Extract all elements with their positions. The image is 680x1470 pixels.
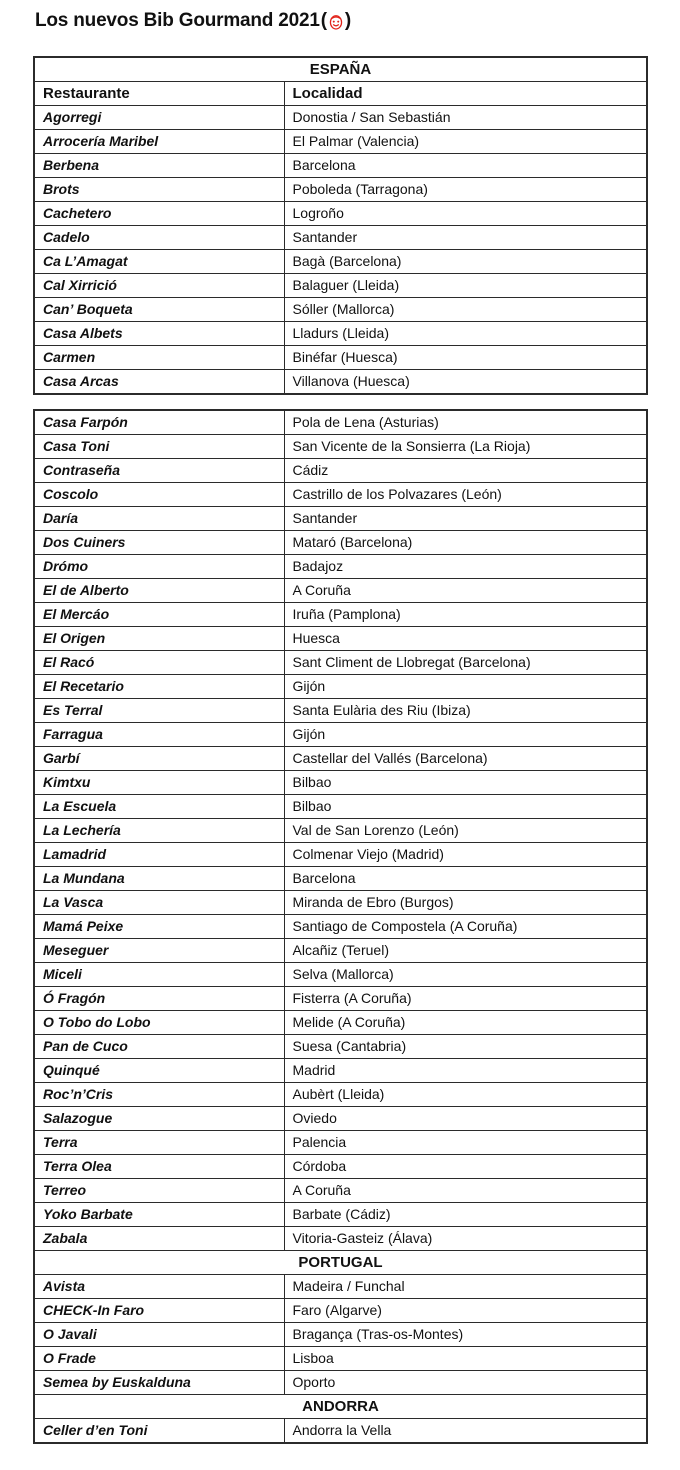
locality-cell: Alcañiz (Teruel) (284, 939, 647, 963)
restaurant-cell: Coscolo (34, 483, 284, 507)
restaurant-cell: Brots (34, 178, 284, 202)
restaurant-cell: Avista (34, 1275, 284, 1299)
table-row (34, 1035, 647, 1059)
locality-cell: Sant Climent de Llobregat (Barcelona) (284, 651, 647, 675)
table-row (34, 867, 647, 891)
table-row (34, 603, 647, 627)
locality-cell: Lisboa (284, 1347, 647, 1371)
table-row (34, 1155, 647, 1179)
table-espana-part2 (33, 409, 648, 1444)
restaurant-cell: O Frade (34, 1347, 284, 1371)
table-row (34, 1299, 647, 1323)
restaurant-cell: Contraseña (34, 459, 284, 483)
restaurant-cell: Cadelo (34, 226, 284, 250)
restaurant-cell: Roc’n’Cris (34, 1083, 284, 1107)
locality-cell: Gijón (284, 723, 647, 747)
restaurant-cell: Casa Farpón (34, 410, 284, 435)
table-row (34, 675, 647, 699)
locality-cell: Villanova (Huesca) (284, 370, 647, 395)
restaurant-cell: El Origen (34, 627, 284, 651)
table-row (34, 298, 647, 322)
restaurant-cell: O Tobo do Lobo (34, 1011, 284, 1035)
table-row (34, 106, 647, 130)
locality-cell: Bragança (Tras-os-Montes) (284, 1323, 647, 1347)
locality-cell: Santa Eulària des Riu (Ibiza) (284, 699, 647, 723)
locality-cell: Bagà (Barcelona) (284, 250, 647, 274)
restaurant-cell: Berbena (34, 154, 284, 178)
restaurant-cell: El Racó (34, 651, 284, 675)
restaurant-cell: Terra (34, 1131, 284, 1155)
locality-cell: Barcelona (284, 867, 647, 891)
locality-cell: Oporto (284, 1371, 647, 1395)
table-gap (0, 395, 680, 409)
locality-cell: Santander (284, 226, 647, 250)
column-header-localidad: Localidad (284, 82, 647, 106)
table-row (34, 579, 647, 603)
locality-cell: A Coruña (284, 1179, 647, 1203)
locality-cell: Poboleda (Tarragona) (284, 178, 647, 202)
restaurant-cell: Zabala (34, 1227, 284, 1251)
restaurant-cell: Lamadrid (34, 843, 284, 867)
restaurant-cell: El de Alberto (34, 579, 284, 603)
restaurant-cell: Meseguer (34, 939, 284, 963)
table-row (34, 723, 647, 747)
restaurant-cell: Es Terral (34, 699, 284, 723)
locality-cell: Palencia (284, 1131, 647, 1155)
locality-cell: Castellar del Vallés (Barcelona) (284, 747, 647, 771)
restaurant-cell: Dos Cuiners (34, 531, 284, 555)
restaurant-cell: Pan de Cuco (34, 1035, 284, 1059)
table-row (34, 322, 647, 346)
table-row (34, 939, 647, 963)
restaurant-cell: Quinqué (34, 1059, 284, 1083)
table-row (34, 130, 647, 154)
restaurant-cell: Kimtxu (34, 771, 284, 795)
table-row (34, 435, 647, 459)
section-header-row (34, 1251, 647, 1275)
restaurant-cell: Can’ Boqueta (34, 298, 284, 322)
table-row (34, 1419, 647, 1444)
table-row (34, 1131, 647, 1155)
restaurant-cell: Agorregi (34, 106, 284, 130)
section-header: PORTUGAL (34, 1251, 647, 1275)
table-row (34, 1227, 647, 1251)
locality-cell: Córdoba (284, 1155, 647, 1179)
locality-cell: A Coruña (284, 579, 647, 603)
locality-cell: Fisterra (A Coruña) (284, 987, 647, 1011)
locality-cell: Lladurs (Lleida) (284, 322, 647, 346)
restaurant-cell: Daría (34, 507, 284, 531)
restaurant-cell: La Escuela (34, 795, 284, 819)
restaurant-cell: Drómo (34, 555, 284, 579)
locality-cell: Barcelona (284, 154, 647, 178)
locality-cell: Bilbao (284, 771, 647, 795)
table-row (34, 202, 647, 226)
table-row (34, 1059, 647, 1083)
locality-cell: Andorra la Vella (284, 1419, 647, 1444)
restaurant-cell: Miceli (34, 963, 284, 987)
restaurant-cell: Cachetero (34, 202, 284, 226)
locality-cell: Badajoz (284, 555, 647, 579)
locality-cell: Vitoria-Gasteiz (Álava) (284, 1227, 647, 1251)
section-header-row (34, 57, 647, 82)
locality-cell: Mataró (Barcelona) (284, 531, 647, 555)
table-row (34, 987, 647, 1011)
bib-gourmand-icon (329, 14, 343, 30)
restaurant-cell: La Lechería (34, 819, 284, 843)
table-row (34, 346, 647, 370)
table-row (34, 531, 647, 555)
restaurant-cell: Salazogue (34, 1107, 284, 1131)
section-header-row (34, 1395, 647, 1419)
restaurant-cell: CHECK-In Faro (34, 1299, 284, 1323)
table-row (34, 410, 647, 435)
locality-cell: Donostia / San Sebastián (284, 106, 647, 130)
locality-cell: Iruña (Pamplona) (284, 603, 647, 627)
table-row (34, 459, 647, 483)
table-row (34, 250, 647, 274)
table-row (34, 1323, 647, 1347)
column-header-restaurante: Restaurante (34, 82, 284, 106)
locality-cell: Melide (A Coruña) (284, 1011, 647, 1035)
locality-cell: Santander (284, 507, 647, 531)
restaurant-cell: Mamá Peixe (34, 915, 284, 939)
table-row (34, 1203, 647, 1227)
locality-cell: Suesa (Cantabria) (284, 1035, 647, 1059)
table-row (34, 274, 647, 298)
locality-cell: Binéfar (Huesca) (284, 346, 647, 370)
locality-cell: San Vicente de la Sonsierra (La Rioja) (284, 435, 647, 459)
restaurant-cell: Ca L’Amagat (34, 250, 284, 274)
table-row (34, 226, 647, 250)
restaurant-cell: Yoko Barbate (34, 1203, 284, 1227)
locality-cell: Barbate (Cádiz) (284, 1203, 647, 1227)
page-title-paren-open: ( (320, 10, 327, 31)
restaurant-cell: Terreo (34, 1179, 284, 1203)
table-row (34, 627, 647, 651)
table-row (34, 1371, 647, 1395)
locality-cell: Miranda de Ebro (Burgos) (284, 891, 647, 915)
table-row (34, 771, 647, 795)
locality-cell: Oviedo (284, 1107, 647, 1131)
restaurant-cell: El Mercáo (34, 603, 284, 627)
locality-cell: Pola de Lena (Asturias) (284, 410, 647, 435)
page-title (35, 10, 680, 32)
restaurant-cell: Arrocería Maribel (34, 130, 284, 154)
table-row (34, 1179, 647, 1203)
page-title-text: Los nuevos Bib Gourmand 2021 (35, 10, 320, 31)
locality-cell: Bilbao (284, 795, 647, 819)
table-row (34, 963, 647, 987)
table-row (34, 178, 647, 202)
table-espana-part1 (33, 56, 648, 395)
bib-gourmand-table-2 (33, 409, 680, 1444)
restaurant-cell: Terra Olea (34, 1155, 284, 1179)
locality-cell: Cádiz (284, 459, 647, 483)
section-header: ESPAÑA (34, 57, 647, 82)
table-row (34, 1275, 647, 1299)
table-row (34, 699, 647, 723)
page-title-paren-close: ) (344, 10, 352, 31)
locality-cell: Madrid (284, 1059, 647, 1083)
table-row (34, 891, 647, 915)
table-row (34, 819, 647, 843)
column-header-row (34, 82, 647, 106)
table-row (34, 1347, 647, 1371)
restaurant-cell: Farragua (34, 723, 284, 747)
locality-cell: Gijón (284, 675, 647, 699)
table-row (34, 795, 647, 819)
restaurant-cell: O Javali (34, 1323, 284, 1347)
table-row (34, 1107, 647, 1131)
restaurant-cell: Carmen (34, 346, 284, 370)
restaurant-cell: Celler d’en Toni (34, 1419, 284, 1444)
locality-cell: Huesca (284, 627, 647, 651)
table-row (34, 843, 647, 867)
table-row (34, 507, 647, 531)
locality-cell: Balaguer (Lleida) (284, 274, 647, 298)
restaurant-cell: Casa Arcas (34, 370, 284, 395)
table-row (34, 483, 647, 507)
locality-cell: Santiago de Compostela (A Coruña) (284, 915, 647, 939)
table-row (34, 1083, 647, 1107)
restaurant-cell: La Mundana (34, 867, 284, 891)
locality-cell: Aubèrt (Lleida) (284, 1083, 647, 1107)
locality-cell: Selva (Mallorca) (284, 963, 647, 987)
restaurant-cell: Casa Toni (34, 435, 284, 459)
locality-cell: Colmenar Viejo (Madrid) (284, 843, 647, 867)
table-row (34, 651, 647, 675)
table-row (34, 1011, 647, 1035)
locality-cell: Val de San Lorenzo (León) (284, 819, 647, 843)
restaurant-cell: Garbí (34, 747, 284, 771)
table-row (34, 915, 647, 939)
bib-gourmand-table-1 (33, 56, 680, 395)
locality-cell: Faro (Algarve) (284, 1299, 647, 1323)
locality-cell: Sóller (Mallorca) (284, 298, 647, 322)
restaurant-cell: Casa Albets (34, 322, 284, 346)
locality-cell: Castrillo de los Polvazares (León) (284, 483, 647, 507)
restaurant-cell: Ó Fragón (34, 987, 284, 1011)
section-header: ANDORRA (34, 1395, 647, 1419)
locality-cell: El Palmar (Valencia) (284, 130, 647, 154)
restaurant-cell: La Vasca (34, 891, 284, 915)
restaurant-cell: Semea by Euskalduna (34, 1371, 284, 1395)
table-row (34, 370, 647, 395)
locality-cell: Logroño (284, 202, 647, 226)
restaurant-cell: El Recetario (34, 675, 284, 699)
table-row (34, 154, 647, 178)
table-row (34, 747, 647, 771)
restaurant-cell: Cal Xirrició (34, 274, 284, 298)
locality-cell: Madeira / Funchal (284, 1275, 647, 1299)
table-row (34, 555, 647, 579)
